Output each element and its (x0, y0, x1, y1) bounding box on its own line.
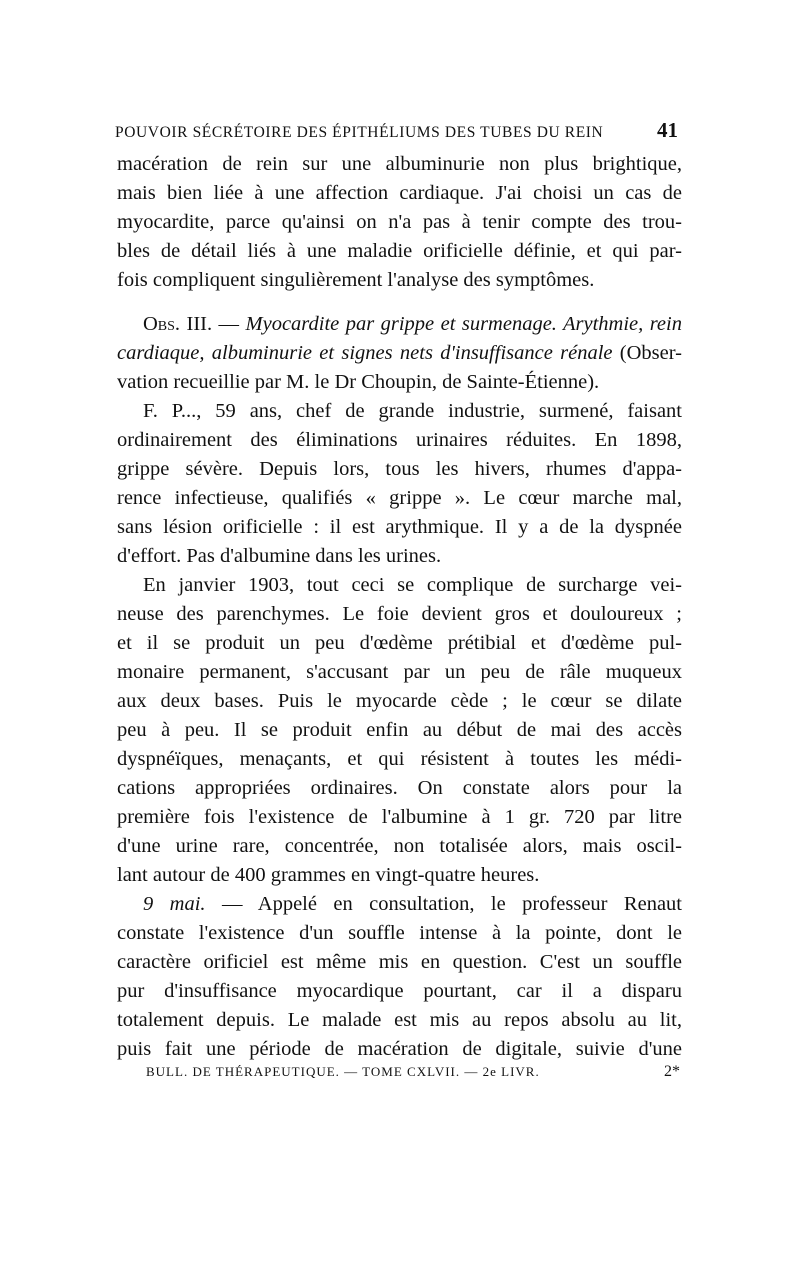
page-footer (146, 1063, 680, 1081)
text-line: caractère orificiel est même mis en question. C'est un souffle (117, 951, 682, 973)
text-line: ordinairement des éliminations urinaires réduites. En 1898, (117, 429, 682, 451)
observation-label: Obs. III. — (143, 313, 240, 335)
running-title: POUVOIR SÉCRÉTOIRE DES ÉPITHÉLIUMS DES TUBES DU REIN (115, 124, 604, 141)
text-line: d'une urine rare, concentrée, non totalisée alors, mais oscil- (117, 835, 682, 857)
text-line: vation recueillie par M. le Dr Choupin, de Sainte-Étienne). (117, 371, 600, 393)
text-line: rence infectieuse, qualifiés « grippe ». Le cœur marche mal, (117, 487, 682, 509)
text-line: dyspnéïques, menaçants, et qui résistent à toutes les médi- (117, 748, 682, 770)
text-line: d'effort. Pas d'albumine dans les urines. (117, 545, 442, 567)
text-line: bles de détail liés à une maladie orificielle définie, et qui par- (117, 240, 682, 262)
text-line: neuse des parenchymes. Le foie devient gros et douloureux ; (117, 603, 682, 625)
text-line: sans lésion orificielle : il est arythmique. Il y a de la dyspnée (117, 516, 682, 538)
observation-note: (Obser- (619, 342, 682, 364)
observation-title: Myocardite par grippe et surmenage. Arythmie, rein (245, 313, 682, 335)
running-head (115, 118, 678, 143)
text-line: cations appropriées ordinaires. On constate alors pour la (117, 777, 682, 799)
text-line: pur d'insuffisance myocardique pourtant, car il a disparu (117, 980, 682, 1002)
text-line: fois compliquent singulièrement l'analyse des symptômes. (117, 269, 595, 291)
text-line: aux deux bases. Puis le myocarde cède ; le cœur se dilate (117, 690, 682, 712)
text-line: constate l'existence d'un souffle intense à la pointe, dont le (117, 922, 682, 944)
bulletin-reference: BULL. DE THÉRAPEUTIQUE. — TOME CXLVII. — 2e LIVR. (146, 1064, 540, 1079)
observation-title: cardiaque, albuminurie et signes nets d'insuffisance rénale (117, 342, 613, 364)
text-line: totalement depuis. Le malade est mis au repos absolu au lit, (117, 1009, 682, 1031)
text-line: En janvier 1903, tout ceci se complique de surcharge vei- (143, 574, 682, 596)
text-line: grippe sévère. Depuis lors, tous les hivers, rhumes d'appa- (117, 458, 682, 480)
text-span: — Appelé en consultation, le professeur Renaut (205, 893, 682, 915)
paragraph-gap (117, 295, 682, 310)
text-line: myocardite, parce qu'ainsi on n'a pas à tenir compte des trou- (117, 211, 682, 233)
page-number: 41 (657, 118, 678, 142)
text-line: macération de rein sur une albuminurie non plus brightique, (117, 153, 682, 175)
body-text (117, 150, 682, 1064)
text-line: puis fait une période de macération de digitale, suivie d'une (117, 1038, 682, 1060)
signature-mark: 2* (664, 1063, 680, 1080)
text-line: monaire permanent, s'accusant par un peu de râle muqueux (117, 661, 682, 683)
text-line: lant autour de 400 grammes en vingt-quatre heures. (117, 864, 540, 886)
text-line: et il se produit un peu d'œdème prétibial et d'œdème pul- (117, 632, 682, 654)
text-line: F. P..., 59 ans, chef de grande industrie, surmené, faisant (143, 400, 682, 422)
observation-heading-line (117, 339, 682, 368)
text-line: peu à peu. Il se produit enfin au début de mai des accès (117, 719, 682, 741)
observation-heading-line (117, 310, 682, 339)
text-line (117, 890, 682, 919)
text-line: mais bien liée à une affection cardiaque. J'ai choisi un cas de (117, 182, 682, 204)
text-line: première fois l'existence de l'albumine à 1 gr. 720 par litre (117, 806, 682, 828)
date-label: 9 mai. (143, 893, 206, 915)
